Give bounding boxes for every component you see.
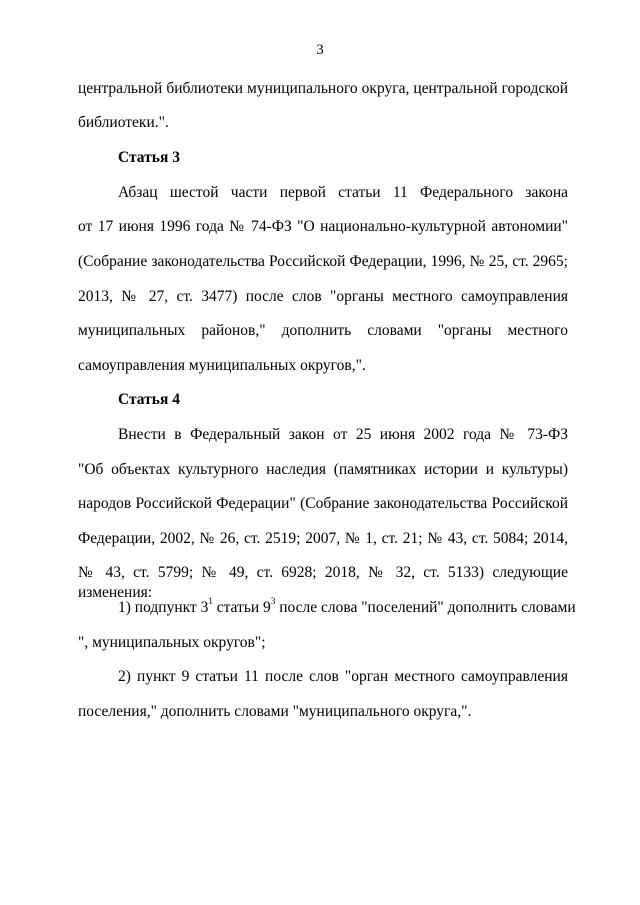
article-3-line-3: (Собрание законодательства Российской Федерации, 1996, № 25, ст. 2965; (78, 253, 568, 270)
page-number: 3 (316, 42, 324, 58)
item-2-line-1: 2) пункт 9 статьи 11 после слов "орган местного самоуправления (118, 668, 568, 685)
article-3-line-4: 2013, № 27, ст. 3477) после слов "органы местного самоуправления (78, 288, 568, 305)
article-4-line-3: народов Российской Федерации" (Собрание законодательства Российской (78, 495, 568, 512)
item-1-line-1 (118, 595, 576, 618)
article-3-line-5: муниципальных районов," дополнить словами "органы местного (78, 322, 568, 339)
article-3-heading: Статья 3 (118, 149, 180, 166)
article-3-line-1: Абзац шестой части первой статьи 11 Федерального закона (118, 184, 568, 201)
item-1-main: 1) подпункт $3^1$ статьи $9^3$ после слова "поселений" дополнить словами (118, 595, 576, 616)
article-4-line-5: № 43, ст. 5799; № 49, ст. 6928; 2018, № 32, ст. 5133) следующие изменения: (78, 564, 568, 601)
article-3-line-6: самоуправления муниципальных округов,". (78, 357, 366, 374)
article-4-line-2: "Об объектах культурного наследия (памятниках истории и культуры) (78, 461, 568, 478)
article-4-heading: Статья 4 (118, 391, 180, 408)
article-4-line-1: Внести в Федеральный закон от 25 июня 2002 года № 73-ФЗ (118, 426, 568, 443)
intro-line-2: библиотеки.". (78, 114, 169, 131)
item-1-line-2: ", муниципальных округов"; (78, 634, 266, 651)
intro-line-1: центральной библиотеки муниципального округа, центральной городской (78, 80, 568, 97)
article-3-line-2: от 17 июня 1996 года № 74-ФЗ "О национально-культурной автономии" (78, 218, 568, 235)
item-2-line-2: поселения," дополнить словами "муниципального округа,". (78, 703, 472, 720)
article-4-line-4: Федерации, 2002, № 26, ст. 2519; 2007, № 1, ст. 21; № 43, ст. 5084; 2014, (78, 530, 568, 547)
